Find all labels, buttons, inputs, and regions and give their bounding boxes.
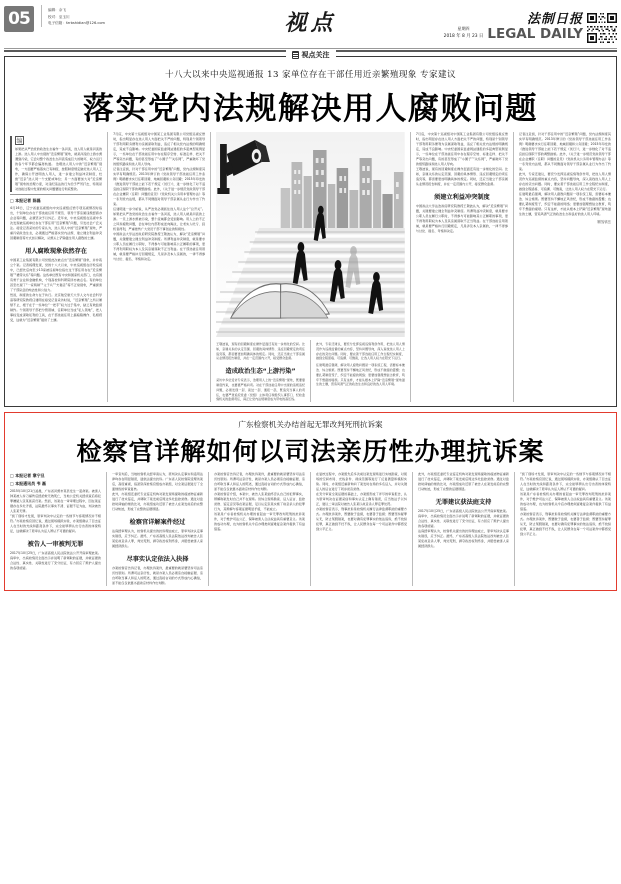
top-body-p14: 中国政法大学法治政府研究院教授王敬波认为，解决“近亲繁殖”问题，关键要建立健全利益冲突制度。所谓利益冲突制度，就是要求公职人员在履行公职时，不得参与可能影响其公正履职的事项，更不得利用职权为本人及其亲属谋取不正当利益。在干部选拔任用领域，就是要严格执行回避规定，凡是涉及本人亲属的，一律不得参与讨论、提名、考察和决定。 bbox=[415, 204, 508, 233]
bottom-byline bbox=[10, 472, 101, 487]
bottom-body-p18: 该案是广东省检察机关办理的首起由一审无罪改判死刑的抗诉案件，对于维护司法公正、保障被害人合法权益具有重要意义。该案的成功办理，也为检察机关今后办理类似疑难复杂案件提供了有益借鉴。 bbox=[520, 492, 611, 512]
column-rule bbox=[412, 472, 413, 586]
top-body-p2: 中国某工业集团有限公司党组此次被点出“近亲繁殖”现象，并非孤立个案。记者梳理发现，党的十八大以来，中央巡视组在历轮巡视中，已经先后向至少13家被巡视单位指出过干部任用存在“近亲繁殖”“裙带关系”等问题。这些单位既有中央和国家机关部门，也有国有骨干企业和金融机构，个别高校和科研院所亦被点名。有的单位甚至出现了“一家两制”“父子兵”“夫妻店”等不正常现象，严重损害了干部队伍的纯洁性和公信力。 bbox=[10, 258, 103, 292]
column-rule bbox=[513, 132, 514, 402]
lead-text: 如果把从严治党的政治生态看作一条河流，选人用人就是河流的上游。选人用人中出现的“近亲繁殖”现象，就是河流的上游水源遭到污染，它会对整个政治生态河流造成巨大的破坏，权力运行的各个环节都会偏离轨道。 治理选人用人中的“近亲繁殖”现象，一方面要严格落实已有制度，按照制度规定做好选人用人工作，确保公开透明选人用人，进一步建立利益冲突制度，杜绝“近亲”选人同一个支配或单位；另一方面要加大对“近亲繁殖”现象的治理力度，对违纪违法的行为给予严厉打击，特别是对选拔过程中发现的相关问题要进行彻底整改。 bbox=[15, 147, 103, 191]
top-column-6 bbox=[519, 132, 611, 402]
top-body-p16: 此外，专家还建议，要充分发挥巡视巡察利剑作用，把选人用人情况作为巡视监督的重点内容，坚持问题导向，深入查找选人用人上存在的突出问题。同时，要完善干部选拔任用工作全程纪实制度，做到全程留痕、可追溯、可倒查，让选人用人权力在阳光下运行。 bbox=[518, 172, 611, 191]
publication-date bbox=[444, 26, 484, 43]
section-title: 视点 bbox=[284, 10, 337, 36]
news-column-icon bbox=[292, 51, 299, 59]
bottom-column-6 bbox=[520, 472, 611, 586]
credit-email: 电子信箱：fzrbshidian@126.com bbox=[48, 21, 106, 26]
bottom-body-p16: 法庭经审理认为，检察机关提出的抗诉理由成立，原审判决认定事实错误，应予纠正。最终，广东省高级人民法院依法改判被告人张某犯故意杀人罪，判处死刑，剥夺政治权利终身，并赔偿被害人家属经济损失。 bbox=[418, 529, 509, 549]
masthead-rule-top bbox=[4, 48, 617, 49]
bottom-subhead-1: 被告人一审被判无罪 bbox=[27, 541, 84, 549]
byline-reporter: □ 本报记者 章宁旦 bbox=[10, 473, 45, 479]
lead-mark-icon: 编 bbox=[16, 138, 23, 145]
byline-correspondent: □ 本报通讯员 韦 磊 bbox=[10, 480, 46, 486]
divider bbox=[10, 194, 102, 195]
bottom-body-p14: 此外，办案组还委托专业鉴定机构对案发现场提取的痕迹物证重新进行了技术鉴定，并调取了案发前后周边多处监控录像。通过对监控时间轴的细致比对，办案组成功还原了被告人在案发前后的完整行动轨迹，形成了完整的证据锁链。 bbox=[418, 472, 509, 492]
top-shoulder-headline: 十八大以来中央巡视通报 13 家单位存在干部任用近亲繁殖现象 专家建议 bbox=[165, 70, 456, 80]
bottom-body-p4: 一审宣判后，当地检察机关经审查认为，原判决认定事实和适用法律均存在明显错误，遂依法提出抗诉。广东省人民检察院受理该案后，高度重视，指派资深检察官组成办案组，对全案证据进行了全面细致的审查复核。 bbox=[112, 472, 203, 492]
kicker-label: 视点关注 bbox=[301, 51, 330, 59]
bottom-body-p6: 法庭经审理认为，检察机关提出的抗诉理由成立，原审判决认定事实错误，应予纠正。最终，广东省高级人民法院依法改判被告人张某犯故意杀人罪，判处死刑，剥夺政治权利终身，并赔偿被害人家属经济损失。 bbox=[112, 529, 203, 549]
masthead-right bbox=[444, 8, 617, 43]
bottom-column-4 bbox=[316, 472, 407, 586]
bottom-shoulder-headline: 广东检察机关办结首起无罪改判死刑抗诉案 bbox=[238, 420, 383, 430]
bottom-subhead-4: 无罪建议获法庭支持 bbox=[435, 499, 492, 507]
column-rule bbox=[410, 132, 411, 402]
bottom-body-p3: 2017年10月25日，广东省高级人民法院依法公开开庭审理此案。庭审中，出庭检察员全面出示并说明了新调取的证据，并就证据的合法性、真实性、关联性进行了充分论证，有力回应了辩护人提出的各项质疑。 bbox=[10, 551, 101, 571]
top-subhead-3: 须建立利益冲突制度 bbox=[434, 194, 490, 201]
bottom-body-p10: 该案是广东省检察机关办理的首起由一审无罪改判死刑的抗诉案件，对于维护司法公正、保障被害人合法权益具有重要意义。该案的成功办理，也为检察机关今后办理类似疑难复杂案件提供了有益借鉴。 bbox=[214, 512, 305, 532]
masthead bbox=[0, 0, 621, 45]
bottom-body-p19: 办案检察官表示，刑事抗诉是检察机关履行法律监督职能的重要方式。办理抗诉案件，既要敢于监督，也要善于监督；既要坚持疑罪从无，防止冤假错案，也要对确有犯罪事实的依法追诉，绝不放纵犯罪，真正做到不枉不纵，让人民群众在每一个司法案件中都感受到公平正义。 bbox=[520, 512, 611, 537]
top-subhead-2: 造成政治生态“上游污染” bbox=[225, 368, 296, 376]
bottom-column-3 bbox=[214, 472, 305, 586]
top-body-p15: 记者注意到，针对干部任用中的“近亲繁殖”问题，党内法规制度其实早有明确规范。2013年修订的《党政领导干部选拔任用工作条例》明确要求实行任职回避、地域回避和公务回避；2015年印发的《推进领导干部能上能下若干规定（试行）》，进一步细化了对不适宜担任现职干部的调整措施。此外，《关于进一步规范党政领导干部在企业兼职（任职）问题的意见》《党政机关公务用车管理办法》等一系列党内法规，都从不同侧面对领导干部亲属从业行为作出了约束。 bbox=[518, 132, 611, 171]
top-body-p12: 7月底，中央第十巡视组对中国某工业集团有限公司党组巡视反馈时，指出明显存在选人用人方面把关不严的问题，特别是个别领导干部利用职务便利为亲属谋取利益，违反了相关党内法规的明确规定，造成不良影响。中央纪委国家监委网站通报的多起典型案例显示，一些单位在干部选拔任用中存在程序空转、标准走样、把关不严等突出问题，有的甚至形成了“小圈子”“关系网”，严重破坏了党的组织路线和选人用人导向。 bbox=[415, 132, 508, 166]
column-rule bbox=[106, 472, 107, 586]
column-rule bbox=[107, 132, 108, 402]
column-rule bbox=[208, 472, 209, 586]
top-byline: □ 本报记者 陈磊 bbox=[10, 198, 41, 203]
date-label: 2018 年 8 月 23 日 bbox=[443, 33, 484, 39]
column-rule bbox=[310, 472, 311, 586]
bottom-body-p7: 办案检察官告诉记者，办理抗诉案件，最重要的就是要坚持司法亲历性原则。所谓司法亲历性，就是办案人员必须亲自接触证据、亲自听取当事人和证人的陈述，通过直接言词的方式形成内心确信，而不能仅仅依靠书面卷宗材料作出判断。 bbox=[112, 566, 203, 586]
bottom-body-p15: 2017年10月25日，广东省高级人民法院依法公开开庭审理此案。庭审中，出庭检察员全面出示并说明了新调取的证据，并就证据的合法性、真实性、关联性进行了充分论证，有力回应了辩护人提出的各项质疑。 bbox=[418, 509, 509, 529]
top-main-headline: 落实党内法规解决用人腐败问题 bbox=[83, 91, 538, 127]
bottom-body-p2: “到了现场才发现，原审判决中认定的一些细节与客观情况并不相符。”办案检察官回忆说，通过现场模拟实验，办案组确认了目击证人在当时的光线和距离条件下，完全能够辨认出行凶者的体貌特征，这就解决了原审认为证人辨认不可靠的疑问。 bbox=[10, 514, 101, 534]
top-body-p1: 4月16日，辽宁省委巡视组向中央巡视组反馈专项巡视情况时指出，个别单位存在干部选拔任用不规范、领导干部亲属违规经商办企业等问题，必须坚决予以纠正。近年来，中央巡视组在巡视中多次发现被巡视单位存在干部任用“近亲繁殖”问题，引发社会广泛关注。接受记者采访的专家认为，选人用人中的“近亲繁殖”现象，严重污染政治生态，必须通过严格落实党内法规、建立健全利益冲突回避制度等方式加以解决，从源头上铲除滋生用人腐败的土壤。 bbox=[10, 206, 103, 240]
qr-code-icon bbox=[587, 13, 617, 43]
top-body-p4: 7月底，中央第十巡视组对中国某工业集团有限公司党组巡视反馈时，指出明显存在选人用人方面把关不严的问题，特别是个别领导干部利用职务便利为亲属谋取利益，违反了相关党内法规的明确规定，造成不良影响。中央纪委国家监委网站通报的多起典型案例显示，一些单位在干部选拔任用中存在程序空转、标准走样、把关不严等突出问题，有的甚至形成了“小圈子”“关系网”，严重破坏了党的组织路线和选人用人导向。 bbox=[113, 132, 206, 166]
bottom-body-p13: 办案检察官表示，刑事抗诉是检察机关履行法律监督职能的重要方式。办理抗诉案件，既要敢于监督，也要善于监督；既要坚持疑罪从无，防止冤假错案，也要对确有犯罪事实的依法追诉，绝不放纵犯罪，真正做到不枉不纵，让人民群众在每一个司法案件中都感受到公平正义。 bbox=[316, 507, 407, 532]
column-rule bbox=[210, 132, 211, 402]
bottom-body-p5: 此外，办案组还委托专业鉴定机构对案发现场提取的痕迹物证重新进行了技术鉴定，并调取了案发前后周边多处监控录像。通过对监控时间轴的细致比对，办案组成功还原了被告人在案发前后的完整行动轨迹，形成了完整的证据锁链。 bbox=[112, 492, 203, 512]
top-body-p10: 此外，专家还建议，要充分发挥巡视巡察利剑作用，把选人用人情况作为巡视监督的重点内容，坚持问题导向，深入查找选人用人上存在的突出问题。同时，要完善干部选拔任用工作全程纪实制度，做到全程留痕、可追溯、可倒查，让选人用人权力在阳光下运行。 bbox=[316, 342, 405, 361]
top-article-columns bbox=[10, 132, 611, 402]
credit-editor: 编辑：余飞 bbox=[48, 8, 66, 12]
weekday-label: 星期四 bbox=[457, 25, 470, 31]
top-body-p13: 王敬波说，现有的回避制度在操作层面还有进一步细化的空间。比如，亲属关系的认定范围、回避的具体情形、违反回避规定的责任追究等，都需要更加明确具体的规定。同时，还应当建立干部亲属从业情况报告制度，并在一定范围内公开，接受群众监督。 bbox=[415, 167, 508, 186]
bottom-column-5 bbox=[418, 472, 509, 586]
column-rule bbox=[514, 472, 515, 586]
page-number: 05 bbox=[4, 6, 34, 32]
bottom-body-p17: “到了现场才发现，原审判决中认定的一些细节与客观情况并不相符。”办案检察官回忆说，通过现场模拟实验，办案组确认了目击证人在当时的光线和距离条件下，完全能够辨认出行凶者的体貌特征，这就解决了原审认为证人辨认不可靠的疑问。 bbox=[520, 472, 611, 492]
top-column-1 bbox=[10, 132, 102, 402]
bottom-body-p1: 2015年10月21日凌晨，广东省河源市某县发生一起命案。被害人钟某被人持刀捅伤后经抢救无效死亡，当地公安机关经侦查后将犯罪嫌疑人张某抓获归案。然而，该案在一审审理过程中，因在案证据存在多处矛盾，法院最终以事实不清、证据不足为由，判决被告人张某无罪。 bbox=[10, 489, 101, 514]
masthead-credits bbox=[41, 5, 105, 27]
surveillance-illustration bbox=[216, 132, 405, 337]
lead-accent-bar bbox=[10, 136, 12, 192]
top-article bbox=[4, 51, 617, 407]
column-rule bbox=[310, 340, 311, 402]
bottom-column-1 bbox=[10, 472, 101, 586]
lead-block bbox=[10, 136, 102, 192]
top-body-p3: 然而，制度的生命力在于执行。北京航空航天大学人文与社会科学高等研究院教授任建明在接受记者采访时说，“近亲繁殖”之所以屡禁不止，根子在于一些单位“一把手”权力过于集中，缺乏有效监督制约。个别领导干部把分管领域、任职单位当成“私人领地”，把人事权变成谋取私利的工具，在干部选拔任用上搞暗箱操作、私相授受，这就为“近亲繁殖”提供了土壤。 bbox=[10, 293, 103, 322]
top-body-p5: 记者注意到，针对干部任用中的“近亲繁殖”问题，党内法规制度其实早有明确规范。2013年修订的《党政领导干部选拔任用工作条例》明确要求实行任职回避、地域回避和公务回避；2015年印发的《推进领导干部能上能下若干规定（试行）》，进一步细化了对不适宜担任现职干部的调整措施。此外，《关于进一步规范党政领导干部在企业兼职（任职）问题的意见》《党政机关公务用车管理办法》等一系列党内法规，都从不同侧面对领导干部亲属从业行为作出了约束。 bbox=[113, 167, 206, 206]
top-body-p7: 中国政法大学法治政府研究院教授王敬波认为，解决“近亲繁殖”问题，关键要建立健全利益冲突制度。所谓利益冲突制度，就是要求公职人员在履行公职时，不得参与可能影响其公正履职的事项，更不得利用职权为本人及其亲属谋取不正当利益。在干部选拔任用领域，就是要严格执行回避规定，凡是涉及本人亲属的，一律不得参与讨论、提名、考察和决定。 bbox=[113, 232, 206, 261]
bottom-main-headline: 检察官详解如何以司法亲历性办理抗诉案 bbox=[76, 437, 545, 467]
bottom-body-p8: 办案检察官告诉记者，办理抗诉案件，最重要的就是要坚持司法亲历性原则。所谓司法亲历性，就是办案人员必须亲自接触证据、亲自听取当事人和证人的陈述，通过直接言词的方式形成内心确信，而不能仅仅依靠书面卷宗材料作出判断。 bbox=[214, 472, 305, 492]
top-illustration-column bbox=[216, 132, 405, 402]
bottom-body-p11: 在复核过程中，办案组先后多次前往案发现场进行实地勘查，对现场的空间布局、光线条件、视线范围等进行了反复测量和模拟实验。同时，办案组还重新询问了案发时在场的多名证人，并对关键证人的证言进行了同步录音录像。 bbox=[316, 472, 407, 492]
bottom-body-p12: 在充分审查全案证据的基础上，办案组形成了详尽的审查报告，认为原审判决在证据采信和事实认定上确有错误，应当依法予以纠正，建议二审法院对被告人张某以故意杀人罪定罪处罚。 bbox=[316, 492, 407, 507]
top-column-2 bbox=[113, 132, 205, 402]
credit-proofreader: 校对：巫玉川 bbox=[48, 14, 70, 19]
brand-block bbox=[487, 8, 583, 43]
brand-name-cn: 法制日报 bbox=[526, 12, 583, 27]
bottom-column-2 bbox=[112, 472, 203, 586]
top-body-p6: 任建明进一步分析说，从严治党必须抓住选人用人这个“总开关”。如果把从严治党的政治生态看作一条河流，选人用人就是河流的上游。一旦上游水源被污染，整个流域都会受到影响。用人上的不正之风和腐败问题，会在单位内部形成逆向淘汰，让老实人吃亏、投机者得利，严重挫伤广大党员干部干事创业的积极性。 bbox=[113, 207, 206, 231]
top-illus-sub-col-2 bbox=[316, 340, 405, 402]
top-subhead-1: 用人腐败现象依然存在 bbox=[25, 248, 87, 255]
bottom-article bbox=[4, 412, 617, 591]
bottom-body-p9: 办案检察官介绍，本案中，被告人张某始终否认自己的犯罪事实，辩解称案发时自己并不在现场。但综合现场勘查、证人证言、监控录像、鉴定意见等在案证据，足以认定张某实施了故意杀人的犯罪行为，其辩解与客观证据明显矛盾，不能成立。 bbox=[214, 492, 305, 512]
bottom-subhead-3: 尽事实认定依法入抉择 bbox=[126, 556, 189, 564]
top-body-p17: 任建明最后强调，解决用人腐败问题是一项系统工程，需要标本兼治、综合施策。既要坚持不懈地正风肃纪，形成不敢腐的震慑；也要扎紧制度笼子，织密不能腐的网络；更要加强理想信念教育，筑牢不想腐的堤坝。只有这样，才能从根本上铲除“近亲繁殖”现象滋生的土壤，营造风清气正的政治生态和良好的选人用人环境。 bbox=[518, 192, 611, 216]
top-column-5 bbox=[416, 132, 508, 402]
top-body-p11: 任建明最后强调，解决用人腐败问题是一项系统工程，需要标本兼治、综合施策。既要坚持不懈地正风肃纪，形成不敢腐的震慑；也要扎紧制度笼子，织密不能腐的网络；更要加强理想信念教育，筑牢不想腐的堤坝。只有这样，才能从根本上铲除“近亲繁殖”现象滋生的土壤，营造风清气正的政治生态和良好的选人用人环境。 bbox=[316, 363, 405, 387]
bottom-article-columns bbox=[10, 472, 611, 586]
photo-credit: 制图/高岳 bbox=[597, 220, 611, 224]
bottom-subhead-2: 检察官详解案件经过 bbox=[129, 519, 186, 527]
brand-name-en: LEGAL DAILY bbox=[487, 26, 583, 42]
top-illus-sub-col-1 bbox=[216, 340, 305, 402]
kicker-badge bbox=[286, 50, 336, 60]
top-body-p9: 采访中多位受访专家表示，治理用人上的“近亲繁殖”现象，既要靠制度约束，也要靠严格问责。对在干部选拔任用中出现的违规违纪问题，必须发现一起、查处一起、通报一起，既追究当事人的责任，也要严肃追究党委（党组）主体责任和组织人事部门、纪检监察机关的监督责任，真正让党内法规制度成为带电的高压线。 bbox=[216, 378, 305, 402]
top-body-p8: 王敬波说，现有的回避制度在操作层面还有进一步细化的空间。比如，亲属关系的认定范围、回避的具体情形、违反回避规定的责任追究等，都需要更加明确具体的规定。同时，还应当建立干部亲属从业情况报告制度，并在一定范围内公开，接受群众监督。 bbox=[216, 342, 305, 361]
